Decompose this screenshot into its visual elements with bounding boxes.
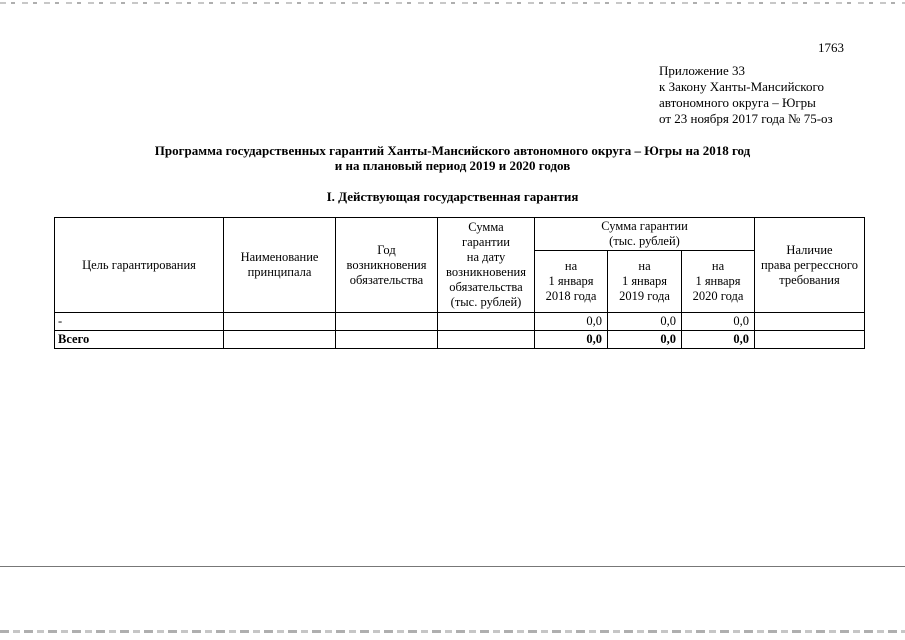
header-date-2019 xyxy=(608,251,682,313)
header-text-line: обязательства xyxy=(449,280,523,294)
header-text-line: 2018 года xyxy=(545,289,597,303)
table-row xyxy=(55,313,865,331)
document-title-line: Программа государственных гарантий Ханты-Мансийского автономного округа – Югры на 2018 год xyxy=(154,143,751,158)
header-text-line: требования xyxy=(779,272,840,287)
header-text-line: 1 января xyxy=(548,274,594,288)
cell-sum-at-date xyxy=(438,313,535,331)
guarantees-table xyxy=(54,217,865,349)
appendix-line: автономного округа – Югры xyxy=(659,95,816,110)
page-divider xyxy=(0,566,905,567)
header-text-line: возникновения xyxy=(346,257,427,272)
header-text-line: на xyxy=(638,259,651,273)
cell-principal xyxy=(224,331,336,349)
header-text-line: на xyxy=(564,259,578,273)
header-regress xyxy=(755,218,865,313)
cell-2020: 0,0 xyxy=(682,313,755,331)
section-title: I. Действующая государственная гарантия xyxy=(326,189,579,204)
cell-2018: 0,0 xyxy=(535,313,608,331)
header-date-2018 xyxy=(535,251,608,313)
header-text-line: обязательства xyxy=(349,272,424,287)
header-goal: Цель гарантирования xyxy=(55,218,224,313)
scan-artifact-top xyxy=(0,2,905,4)
cell-regress xyxy=(755,331,865,349)
header-year xyxy=(336,218,438,313)
page-number: 1763 xyxy=(818,40,844,55)
cell-2019: 0,0 xyxy=(608,313,682,331)
header-text-line: Наличие xyxy=(786,242,833,257)
document-title xyxy=(0,143,905,173)
header-sum-group xyxy=(535,218,755,251)
document-title-line: и на плановый период 2019 и 2020 годов xyxy=(334,158,571,173)
header-text-line: Год xyxy=(377,242,396,257)
header-text-line: на xyxy=(711,259,725,273)
appendix-line: Приложение 33 xyxy=(659,63,746,78)
cell-principal xyxy=(224,313,336,331)
header-principal xyxy=(224,218,336,313)
cell-regress xyxy=(755,313,865,331)
header-text-line: (тыс. рублей) xyxy=(450,295,522,309)
header-text-line: (тыс. рублей) xyxy=(609,234,680,248)
appendix-block xyxy=(659,63,833,127)
cell-sum-at-date xyxy=(438,331,535,349)
appendix-line: от 23 ноября 2017 года № 75-оз xyxy=(659,111,833,126)
header-text-line: Наименование xyxy=(240,250,319,264)
header-text-line: 2019 года xyxy=(619,289,670,303)
header-text-line: права регрессного xyxy=(760,257,859,272)
appendix-line: к Закону Ханты-Мансийского xyxy=(659,79,824,94)
cell-year xyxy=(336,313,438,331)
total-2018: 0,0 xyxy=(535,331,608,349)
header-text-line: Сумма гарантии xyxy=(601,219,688,233)
total-2020: 0,0 xyxy=(682,331,755,349)
header-text-line: гарантии xyxy=(461,235,510,249)
header-text-line: 1 января xyxy=(621,274,668,288)
header-text-line: принципала xyxy=(247,265,312,279)
scan-artifact-bottom xyxy=(0,630,905,633)
header-sum-at-date xyxy=(438,218,535,313)
total-2019: 0,0 xyxy=(608,331,682,349)
total-label: Всего xyxy=(55,331,224,349)
header-text-line: возникновения xyxy=(446,265,526,279)
header-text-line: 1 января xyxy=(695,274,741,288)
header-date-2020 xyxy=(682,251,755,313)
header-text-line: на дату xyxy=(466,250,506,264)
cell-goal: - xyxy=(55,313,224,331)
header-text-line: Сумма xyxy=(468,220,504,234)
table-total-row xyxy=(55,331,865,349)
header-text-line: 2020 года xyxy=(692,289,744,303)
cell-year xyxy=(336,331,438,349)
